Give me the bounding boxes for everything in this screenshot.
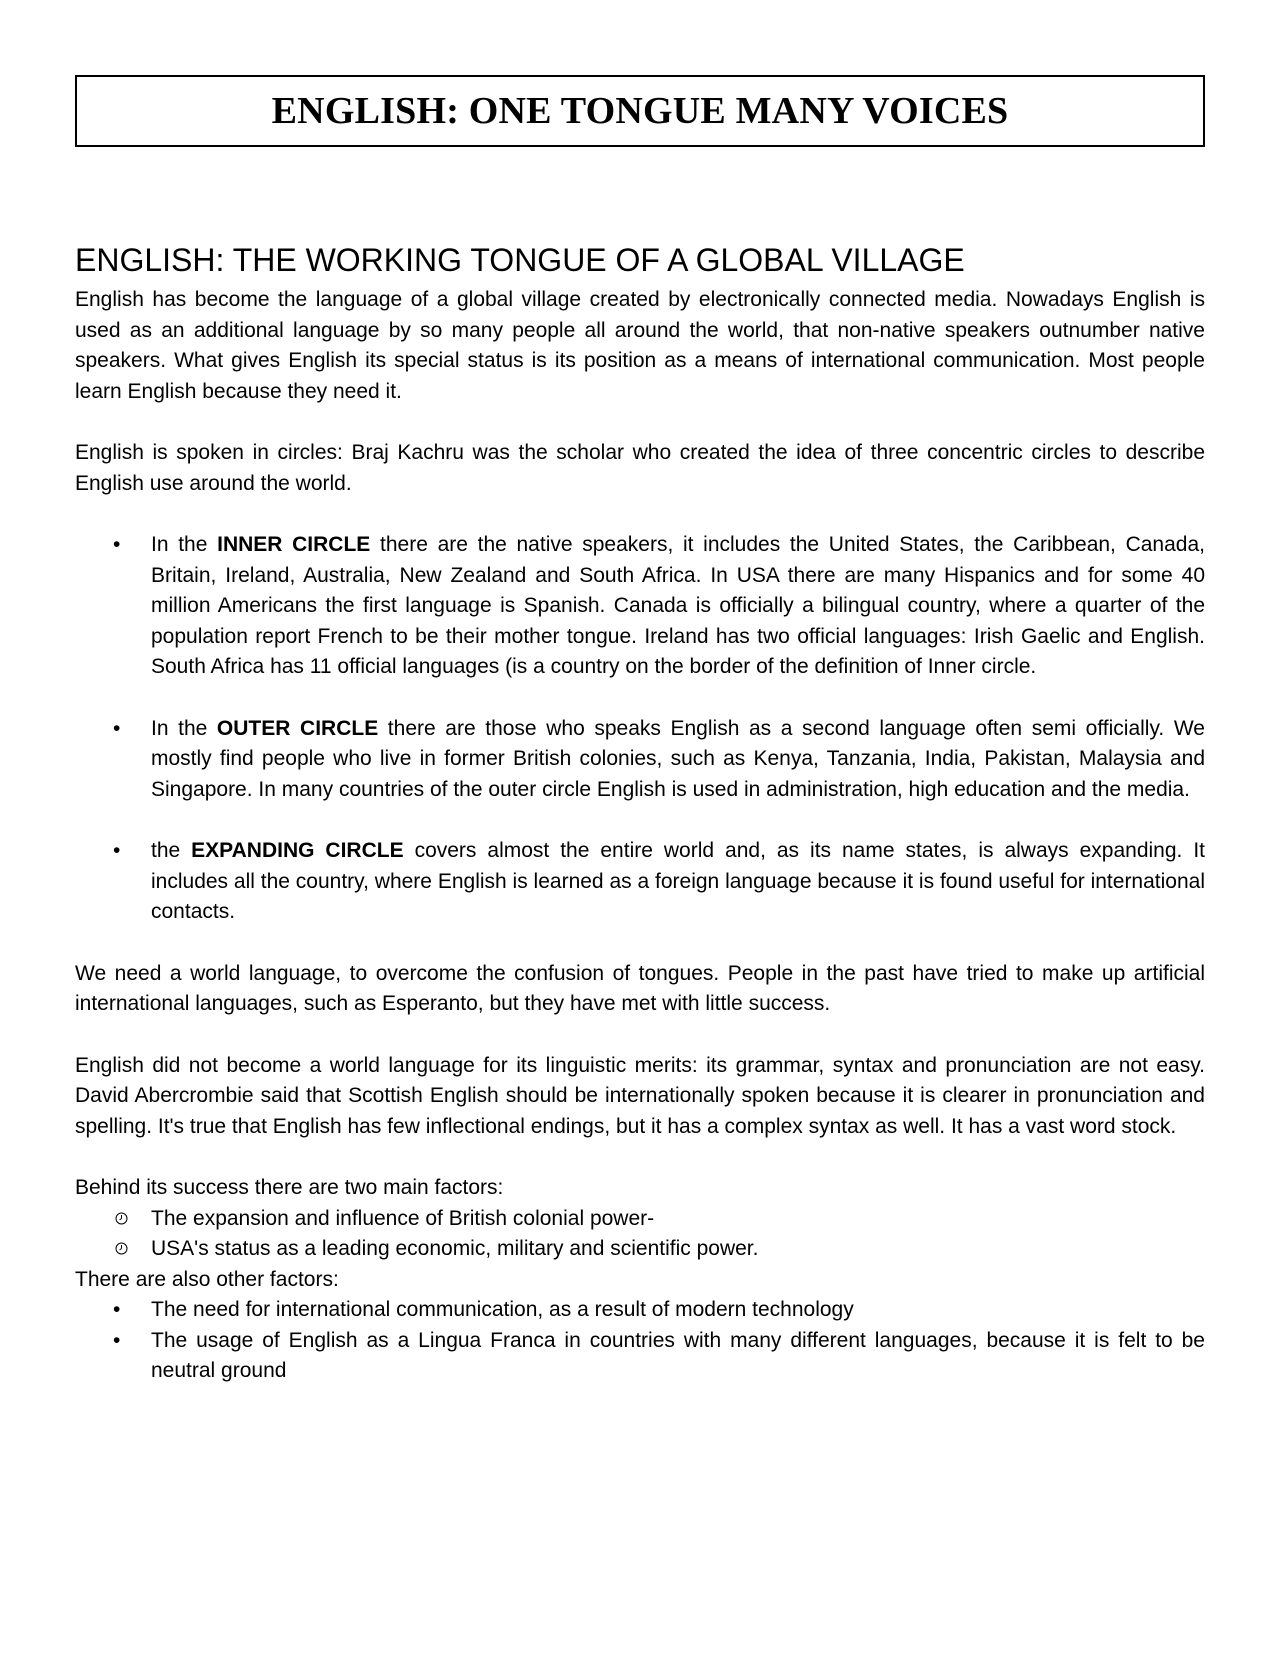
- paragraph-merits: English did not become a world language for its linguistic merits: its grammar, syntax and pronunciation are not easy. David Abercrombie said that Scottish English should be internationally spoken because it is clearer in pronunciation and spelling. It's true that English has few inflectional endings, but it has a complex syntax as well. It has a vast word stock.: [75, 1053, 1205, 1138]
- list-item-factor: USA's status as a leading economic, military and scientific power.: [75, 1234, 1205, 1265]
- term-expanding-circle: EXPANDING CIRCLE: [191, 839, 404, 862]
- title-box: [75, 75, 1205, 147]
- clock-icon: [115, 1212, 128, 1225]
- list-item-expanding-circle: • the EXPANDING CIRCLE covers almost the entire world and, as its name states, is always expanding. It includes all the country, where English is learned as a foreign language because it is found useful for international contacts.: [75, 836, 1205, 928]
- list-item-outer-circle: • In the OUTER CIRCLE there are those who speaks English as a second language often semi officially. We mostly find people who live in former British colonies, such as Kenya, Tanzania, India, Pakistan, Malaysia and Singapore. In many countries of the outer circle English is used in administration, high education and the media.: [75, 714, 1205, 806]
- bullet-icon: •: [113, 839, 121, 862]
- paragraph-intro: English has become the language of a global village created by electronically connected media. Nowadays English is used as an additional language by so many people all around the world, that non-native speakers outnumber native speakers. What gives English its special status is its position as a means of international communication. Most people learn English because they need it.: [75, 288, 1205, 403]
- clock-icon: [115, 1242, 128, 1255]
- list-item-inner-circle: • In the INNER CIRCLE there are the native speakers, it includes the United States, the Caribbean, Canada, Britain, Ireland, Australia, New Zealand and South Africa. In USA there are many Hispanics and for some 40 million Americans the first language is Spanish. Canada is officially a bilingual country, where a quarter of the population report French to be their mother tongue. Ireland has two official languages: Irish Gaelic and English. South Africa has 11 official languages (is a country on the border of the definition of Inner circle.: [75, 530, 1205, 683]
- bullet-icon: •: [113, 716, 121, 740]
- paragraph-world-language: We need a world language, to overcome the confusion of tongues. People in the past have tried to make up artificial international languages, such as Esperanto, but they have met with little success.: [75, 961, 1205, 1015]
- circles-list: [75, 530, 1205, 928]
- section-heading: ENGLISH: THE WORKING TONGUE OF A GLOBAL VILLAGE: [75, 242, 965, 278]
- paragraph-circles: English is spoken in circles: Braj Kachru was the scholar who created the idea of three concentric circles to describe English use around the world.: [75, 441, 1205, 495]
- list-item-other-factor: • The need for international communication, as a result of modern technology: [75, 1295, 1205, 1326]
- factors-intro: Behind its success there are two main factors:: [75, 1176, 504, 1199]
- bullet-icon: •: [113, 1328, 121, 1352]
- bullet-icon: •: [113, 1298, 121, 1321]
- document-page: [75, 75, 1205, 1387]
- term-outer-circle: OUTER CIRCLE: [216, 716, 379, 740]
- bullet-icon: •: [113, 533, 121, 556]
- term-inner-circle: INNER CIRCLE: [217, 533, 371, 556]
- list-item-factor: The expansion and influence of British colonial power-: [75, 1204, 1205, 1235]
- list-item-other-factor: • The usage of English as a Lingua Franca in countries with many different languages, because it is felt to be neutral ground: [75, 1326, 1205, 1387]
- main-factors-list: [75, 1204, 1205, 1265]
- other-factors-list: [75, 1295, 1205, 1387]
- document-title: ENGLISH: ONE TONGUE MANY VOICES: [271, 90, 1009, 132]
- other-factors-intro: There are also other factors:: [75, 1267, 339, 1291]
